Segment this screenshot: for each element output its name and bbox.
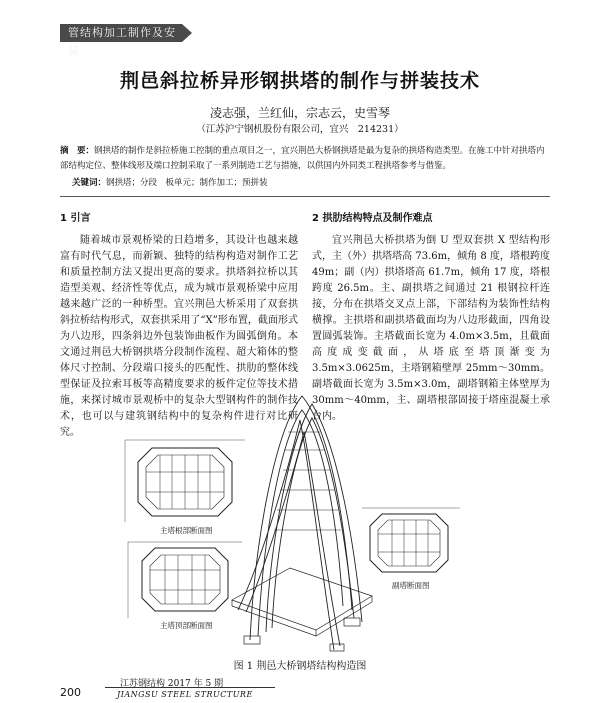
- label-main-top: 主塔顶部断面图: [160, 621, 213, 630]
- affiliation: （江苏沪宁钢机股份有限公司，宜兴 214231）: [196, 124, 404, 135]
- footer-rule: [105, 687, 275, 688]
- section-tag: 管结构加工制作及安装: [60, 24, 182, 42]
- sub-section-drawing: [362, 508, 460, 572]
- section-1-paragraph: 随着城市景观桥梁的日趋增多，其设计也越来越富有时代气息，而新颖、独特的结构构造对制作工艺和质量控制方法又提出更高的要求。拱塔斜拉桥以其造型美观、经济性等优点，成为城市景观桥梁中应用越来越广泛的一种桥型。宜兴荆邑大桥采用了双套拱斜拉桥结构形式，双套拱采用了“X”形布置，截面形式为八边形，四条斜边外包装饰曲板作为圆弧倒角。本文通过荆邑大桥钢拱塔分段制作流程、超大箱体的整体尺寸控制、分段端口接头的匹配性、拱肋的整体线型保证及拉索耳板等高精度要求的板件定位等技术措施，来探讨城市景观桥中的复杂大型钢构件的制作技术，也可以与建筑钢结构中的复杂构件进行对比研究。: [60, 235, 298, 438]
- page-number: 200: [60, 686, 81, 699]
- abstract-text: 钢拱塔的制作是斜拉桥施工控制的重点项目之一，宜兴荆邑大桥钢拱塔是最为复杂的拱塔构造类型。在施工中针对拱塔内部结构定位、整体线形及端口控制采取了一系列制造工艺与措施，以供国内外同类工程拱塔参考与借鉴。: [60, 146, 545, 171]
- arch-tower-drawing: [232, 396, 372, 651]
- abstract-label: 摘 要：: [60, 146, 95, 156]
- label-sub-section: 副塔断面图: [392, 581, 430, 590]
- figure-caption: 图 1 荆邑大桥钢塔结构构造图: [233, 661, 367, 672]
- keywords-label: 关键词：: [72, 178, 107, 188]
- keywords-text: 钢拱塔；分段 板单元；制作加工；预拼装: [106, 178, 268, 188]
- section-1-heading: 1 引言: [60, 213, 91, 224]
- journal-name: 江苏钢结构 2017 年 5 期: [120, 679, 224, 689]
- label-main-root: 主塔根部断面图: [160, 526, 213, 535]
- section-2-paragraph: 宜兴荆邑大桥拱塔为倒 U 型双套拱 X 型结构形式，主（外）拱塔塔高 73.6m，倾角 8 度，塔根跨度 49m；副（内）拱塔塔高 61.7m，倾角 17 度，塔根跨度 26.5m。主、副拱塔之间通过 21 根钢拉杆连接，分布在拱塔交叉点上部，下部结构为装饰性结构横撑。主拱塔和副拱塔截面均为八边形截面，四角设置圆弧装饰。主塔截面长宽为 4.0m×3.5m，且截面高度成变截面，从塔底至塔顶渐变为 3.5m×3.0625m，主塔钢箱壁厚 25mm～30mm。副塔截面长宽为 3.5m×3.0m，副塔钢箱主体壁厚为 30mm～40mm，主、副塔根部固接于塔座混凝土承台内。: [312, 235, 550, 422]
- section-2-heading: 2 拱肋结构特点及制作难点: [312, 213, 433, 224]
- article-title: 荆邑斜拉桥异形钢拱塔的制作与拼装技术: [119, 70, 480, 92]
- main-top-section-drawing: [128, 542, 242, 618]
- journal-name-en: JIANGSU STEEL STRUCTURE: [117, 690, 253, 699]
- authors: 凌志强，兰红仙，宗志云，史雪琴: [209, 106, 390, 120]
- main-root-section-drawing: [125, 440, 245, 522]
